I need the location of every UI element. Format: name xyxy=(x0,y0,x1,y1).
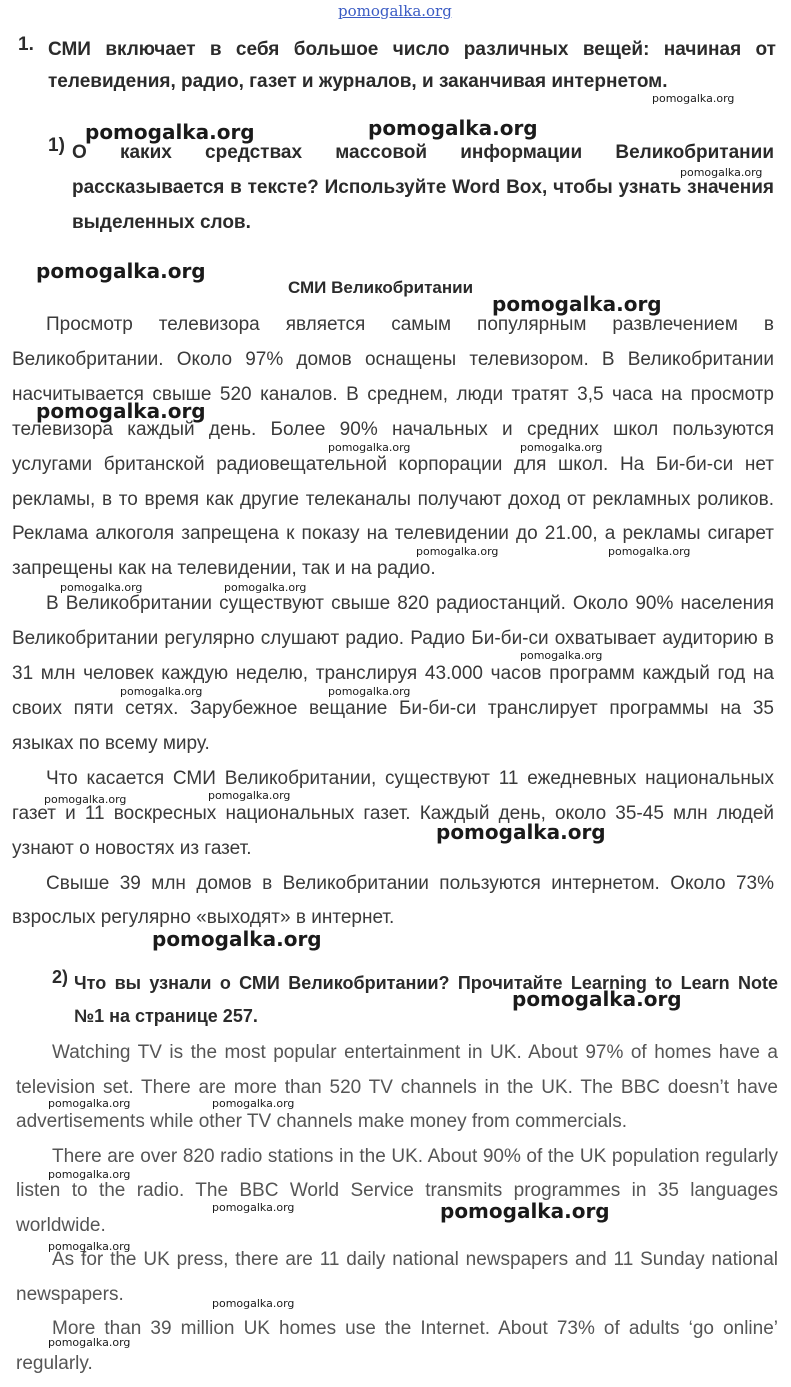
en-paragraph: There are over 820 radio stations in the UK. About 90% of the UK population regularly listen to the radio. The BBC World Service transmits programmes in 35 languages worldwide. xyxy=(16,1145,778,1236)
en-paragraph: As for the UK press, there are 11 daily national newspapers and 11 Sunday national newspapers. xyxy=(16,1249,778,1305)
ru-paragraph: В Великобритании существуют свыше 820 радиостанций. Около 90% населения Великобритании регулярно слушают радио. Радио Би-би-си охватывает аудиторию в 31 млн человек каждую неделю, транслируя 43.000 часов программ каждый год на своих пяти сетях. Зарубежное вещание Би-би-си транслирует программы на 35 языках по всему миру. xyxy=(12,593,774,754)
watermark: pomogalka.org xyxy=(436,820,606,844)
watermark: pomogalka.org xyxy=(492,292,662,316)
watermark: pomogalka.org xyxy=(212,1097,295,1110)
watermark: pomogalka.org xyxy=(368,116,538,140)
task2-text: Что вы узнали о СМИ Великобритании? Прочитайте Learning to Learn Note №1 на странице 257. xyxy=(74,973,778,1026)
task1-line2: рассказывается в тексте? Используйте Word Box, чтобы узнать значения выделенных слов. xyxy=(72,177,774,233)
watermark: pomogalka.org xyxy=(212,1201,295,1214)
watermark: pomogalka.org xyxy=(224,581,307,594)
watermark: pomogalka.org xyxy=(48,1336,131,1349)
watermark: pomogalka.org xyxy=(152,927,322,951)
watermark: pomogalka.org xyxy=(44,793,127,806)
task1-text xyxy=(72,135,774,240)
ru-paragraph: Просмотр телевизора является самым популярным развлечением в Великобритании. Около 97% домов оснащены телевизором. В Великобритании насчитывается свыше 520 каналов. В среднем, люди тратят 3,5 часа на просмотр телевизора каждый день. Более 90% начальных и средних школ пользуются услугами британской радиовещательной корпорации для школ. На Би-би-си нет рекламы, в то время как другие телеканалы получают доход от рекламных роликов. Реклама алкоголя запрещена к показу на телевидении до 21.00, а рекламы сигарет запрещены как на телевидении, так и на радио. xyxy=(12,314,774,580)
task2-number: 2) xyxy=(52,967,69,987)
question-number: 1. xyxy=(18,34,34,55)
watermark: pomogalka.org xyxy=(328,685,411,698)
watermark: pomogalka.org xyxy=(212,1297,295,1310)
watermark: pomogalka.org xyxy=(680,166,763,179)
watermark: pomogalka.org xyxy=(416,545,499,558)
question-text: СМИ включает в себя большое число различных вещей: начиная от телевидения, радио, газет и журналов, и заканчивая интернетом. xyxy=(48,39,776,92)
section-title: СМИ Великобритании xyxy=(287,278,474,297)
watermark: pomogalka.org xyxy=(652,92,735,105)
en-paragraph: Watching TV is the most popular entertainment in UK. About 97% of homes have a television set. There are more than 520 TV channels in the UK. The BBC doesn’t have advertisements while other TV channels make money from commercials. xyxy=(16,1042,778,1132)
watermark: pomogalka.org xyxy=(36,399,206,423)
watermark: pomogalka.org xyxy=(520,649,603,662)
watermark: pomogalka.org xyxy=(520,441,603,454)
watermark: pomogalka.org xyxy=(48,1240,131,1253)
watermark: pomogalka.org xyxy=(36,259,206,283)
watermark: pomogalka.org xyxy=(512,987,682,1011)
watermark: pomogalka.org xyxy=(48,1097,131,1110)
en-paragraph: More than 39 million UK homes use the Internet. About 73% of adults ‘go online’ regularly. xyxy=(16,1318,778,1374)
task1-number: 1) xyxy=(48,135,65,156)
watermark: pomogalka.org xyxy=(120,685,203,698)
watermark: pomogalka.org xyxy=(440,1199,610,1223)
watermark: pomogalka.org xyxy=(608,545,691,558)
site-header-link[interactable]: pomogalka.org xyxy=(338,2,452,20)
watermark: pomogalka.org xyxy=(328,441,411,454)
ru-paragraph: Свыше 39 млн домов в Великобритании пользуются интернетом. Около 73% взрослых регулярно «выходят» в интернет. xyxy=(12,872,774,929)
watermark: pomogalka.org xyxy=(85,120,255,144)
task1-line1: О каких средствах массовой информации Великобритании xyxy=(72,142,774,163)
watermark: pomogalka.org xyxy=(60,581,143,594)
ru-paragraph: Что касается СМИ Великобритании, существуют 11 ежедневных национальных газет и 11 воскресных национальных газет. Каждый день, около 35-45 млн людей узнают о новостях из газет. xyxy=(12,767,774,859)
watermark: pomogalka.org xyxy=(48,1168,131,1181)
watermark: pomogalka.org xyxy=(208,789,291,802)
english-text xyxy=(16,1036,778,1381)
